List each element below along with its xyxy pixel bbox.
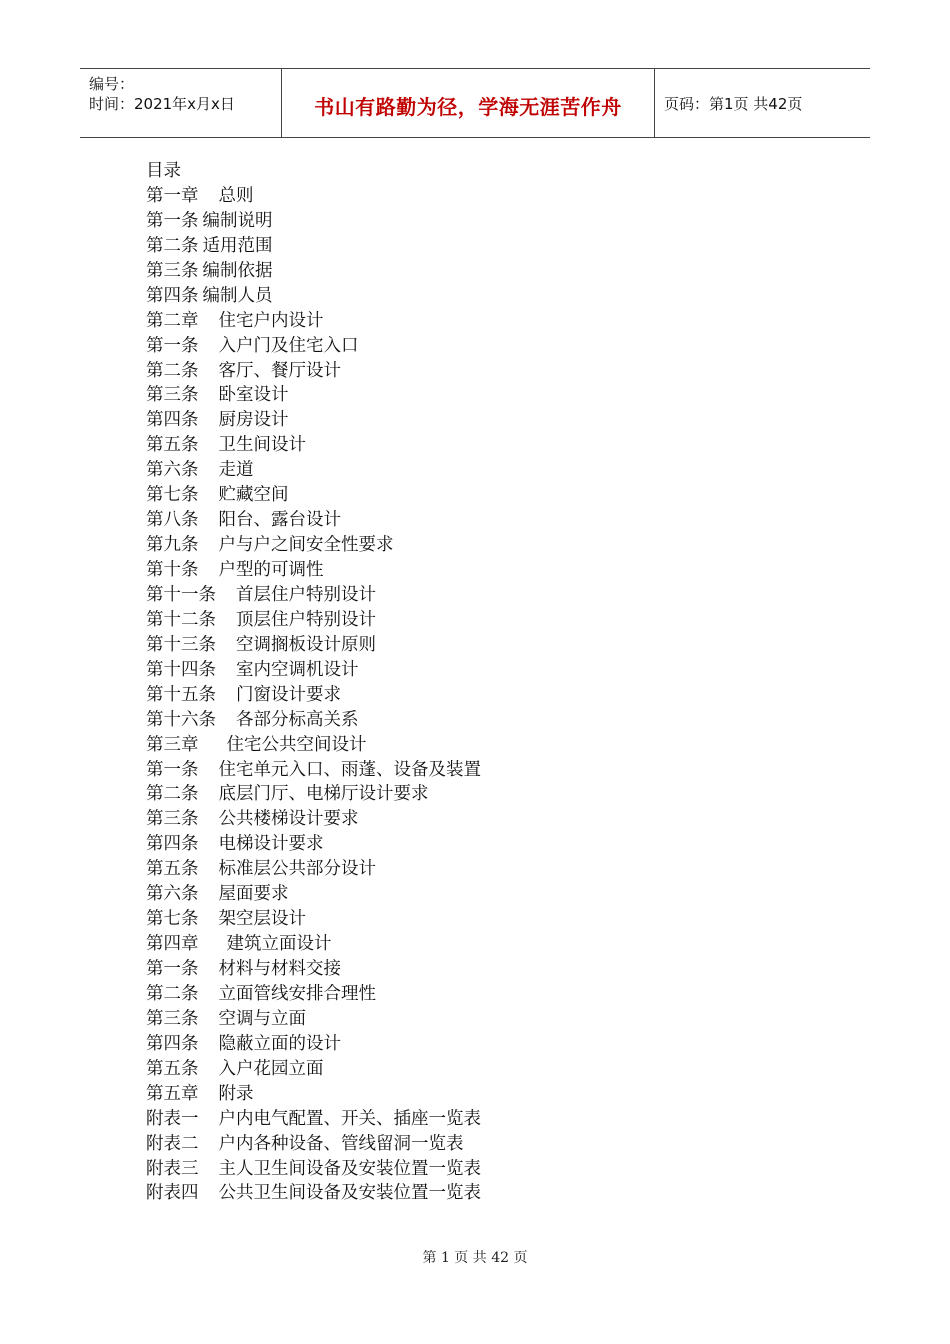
toc-entry-number: 第十五条 <box>146 684 216 705</box>
toc-entry <box>146 458 746 483</box>
toc-entry <box>146 234 746 259</box>
header-motto: 书山有路勤为径，学海无涯苦作舟 <box>314 95 622 119</box>
toc-entry-title: 公共卫生间设备及安装位置一览表 <box>218 1183 481 1204</box>
toc-entry <box>146 334 746 359</box>
toc-entry-title: 编制人员 <box>202 285 273 306</box>
toc-entry-title: 建筑立面设计 <box>226 934 332 955</box>
toc-entry-number: 第三条 <box>146 1008 199 1029</box>
toc-entry <box>146 1057 746 1082</box>
toc-entry-number: 第十二条 <box>146 609 216 630</box>
toc-entry-number: 第七条 <box>146 485 199 506</box>
toc-entry-title: 材料与材料交接 <box>218 959 341 979</box>
toc-entry-number: 第一条 <box>146 335 199 356</box>
toc-entry-number: 附表四 <box>146 1183 199 1204</box>
toc-entry-title: 走道 <box>218 460 254 481</box>
toc-entry-title: 编制依据 <box>202 260 273 281</box>
toc-entry <box>146 383 746 408</box>
toc-entry-number: 第八条 <box>146 510 199 531</box>
toc-entry-number: 附表二 <box>146 1133 199 1154</box>
toc-entry <box>146 209 746 234</box>
toc-entry-number: 第二章 <box>146 310 199 331</box>
toc-entry-title: 首层住户特别设计 <box>236 584 376 605</box>
toc-entry-number: 第三条 <box>146 809 199 830</box>
toc-entry <box>146 782 746 807</box>
toc-entry <box>146 558 746 583</box>
toc-entry-number: 第二条 <box>146 784 199 805</box>
toc-entry-title: 入户门及住宅入口 <box>218 335 359 356</box>
toc-entry <box>146 284 746 309</box>
table-of-contents <box>146 159 746 1206</box>
page-header <box>80 68 870 138</box>
toc-entry-number: 第五章 <box>146 1083 199 1104</box>
toc-entry-number: 第一章 <box>146 185 199 206</box>
toc-entry-number: 第十三条 <box>146 634 216 655</box>
toc-entry-title: 架空层设计 <box>218 909 306 930</box>
toc-entry-number: 附表三 <box>146 1158 199 1179</box>
toc-entry <box>146 1007 746 1032</box>
toc-entry <box>146 533 746 558</box>
toc-entry-number: 附表一 <box>146 1108 199 1129</box>
document-code-label: 编号： <box>89 75 135 93</box>
toc-entry <box>146 807 746 832</box>
toc-entry-title: 适用范围 <box>202 235 273 256</box>
toc-entry-number: 第五条 <box>146 859 199 880</box>
toc-entry-title: 户内各种设备、管线留洞一览表 <box>218 1133 464 1154</box>
toc-entry-title: 客厅、餐厅设计 <box>218 360 341 381</box>
toc-entry <box>146 1181 746 1206</box>
toc-entry <box>146 733 746 758</box>
toc-entry-title: 住宅公共空间设计 <box>226 734 367 755</box>
toc-entry-number: 第二条 <box>146 983 199 1004</box>
toc-entry-title: 顶层住户特别设计 <box>236 609 376 630</box>
toc-entry-title: 门窗设计要求 <box>236 684 341 705</box>
toc-entry-number: 第一条 <box>146 759 199 780</box>
toc-entry <box>146 433 746 458</box>
toc-entry <box>146 1082 746 1107</box>
toc-entry-title: 电梯设计要求 <box>218 834 324 855</box>
toc-entry <box>146 857 746 882</box>
toc-entry-title: 室内空调机设计 <box>236 659 359 680</box>
toc-entry-title: 隐蔽立面的设计 <box>218 1033 341 1054</box>
toc-entry-title: 标准层公共部分设计 <box>218 859 376 880</box>
toc-entry <box>146 907 746 932</box>
toc-entry-number: 第一条 <box>146 959 199 979</box>
toc-entry <box>146 658 746 683</box>
toc-entry-title: 附录 <box>218 1083 254 1104</box>
header-page-cell <box>655 69 870 137</box>
toc-entry-number: 第四条 <box>146 834 199 855</box>
toc-entry-title: 住宅单元入口、雨蓬、设备及装置 <box>218 759 481 780</box>
toc-entry-title: 户内电气配置、开关、插座一览表 <box>218 1108 481 1129</box>
toc-title: 目录 <box>146 161 181 181</box>
toc-entry <box>146 483 746 508</box>
toc-entry-title: 底层门厅、电梯厅设计要求 <box>218 784 429 805</box>
toc-entry-number: 第四条 <box>146 285 199 306</box>
document-date-label: 时间：2021年x月x日 <box>89 95 235 113</box>
toc-entry-title: 空调搁板设计原则 <box>236 634 376 655</box>
toc-entry <box>146 633 746 658</box>
header-motto-cell <box>282 69 655 137</box>
toc-entry-title: 立面管线安排合理性 <box>218 983 376 1004</box>
toc-entry <box>146 982 746 1007</box>
toc-entry-number: 第九条 <box>146 535 199 556</box>
toc-entry-title: 入户花园立面 <box>218 1058 324 1079</box>
toc-entry-title: 住宅户内设计 <box>218 310 324 331</box>
toc-entry-title: 总则 <box>218 185 254 206</box>
toc-entry-title: 户与户之间安全性要求 <box>218 535 394 556</box>
toc-entry <box>146 932 746 957</box>
toc-entry-number: 第二条 <box>146 235 199 256</box>
toc-entry-number: 第二条 <box>146 360 199 381</box>
toc-entry-number: 第十六条 <box>146 709 216 730</box>
toc-entry-title: 户型的可调性 <box>218 560 324 580</box>
toc-entry <box>146 359 746 384</box>
toc-entry-number: 第四条 <box>146 410 199 431</box>
toc-entry-number: 第十条 <box>146 560 199 580</box>
toc-entry-number: 第十一条 <box>146 584 216 605</box>
toc-entry <box>146 1107 746 1132</box>
page-footer: 第 1 页 共 42 页 <box>422 1250 528 1266</box>
toc-entry <box>146 309 746 334</box>
toc-entry <box>146 608 746 633</box>
toc-entry-number: 第五条 <box>146 1058 199 1079</box>
toc-entry-title: 阳台、露台设计 <box>218 510 341 531</box>
toc-entry-title: 空调与立面 <box>218 1008 306 1029</box>
toc-entry <box>146 1132 746 1157</box>
toc-entry-title: 屋面要求 <box>218 884 289 905</box>
toc-entry <box>146 957 746 982</box>
toc-entry <box>146 882 746 907</box>
toc-entry-title: 编制说明 <box>202 210 273 231</box>
toc-entry-number: 第四章 <box>146 934 199 955</box>
toc-entry-number: 第五条 <box>146 435 199 456</box>
toc-entry <box>146 758 746 783</box>
toc-entry-number: 第七条 <box>146 909 199 930</box>
toc-entry-title: 公共楼梯设计要求 <box>218 809 359 830</box>
toc-entry <box>146 583 746 608</box>
toc-entry <box>146 408 746 433</box>
toc-entry <box>146 184 746 209</box>
toc-entry-number: 第十四条 <box>146 659 216 680</box>
toc-entry-title: 卧室设计 <box>218 385 289 406</box>
toc-entry-number: 第三条 <box>146 385 199 406</box>
toc-entry <box>146 259 746 284</box>
toc-entry-number: 第四条 <box>146 1033 199 1054</box>
toc-entry-number: 第三条 <box>146 260 199 281</box>
toc-entry-number: 第六条 <box>146 884 199 905</box>
toc-entry <box>146 508 746 533</box>
toc-entry <box>146 832 746 857</box>
toc-entry-title: 各部分标高关系 <box>236 709 359 730</box>
toc-entry <box>146 683 746 708</box>
toc-entry-title: 卫生间设计 <box>218 435 306 456</box>
toc-entry <box>146 1157 746 1182</box>
toc-entry-title: 贮藏空间 <box>218 485 289 506</box>
toc-entry <box>146 1032 746 1057</box>
toc-entry-title: 厨房设计 <box>218 410 289 431</box>
toc-entry-number: 第一条 <box>146 210 199 231</box>
toc-entry-number: 第三章 <box>146 734 199 755</box>
toc-entry <box>146 708 746 733</box>
header-info-cell <box>80 69 282 137</box>
header-page-code: 页码：第1页 共42页 <box>664 95 803 113</box>
toc-entry-title: 主人卫生间设备及安装位置一览表 <box>218 1158 481 1179</box>
toc-entry-number: 第六条 <box>146 460 199 481</box>
